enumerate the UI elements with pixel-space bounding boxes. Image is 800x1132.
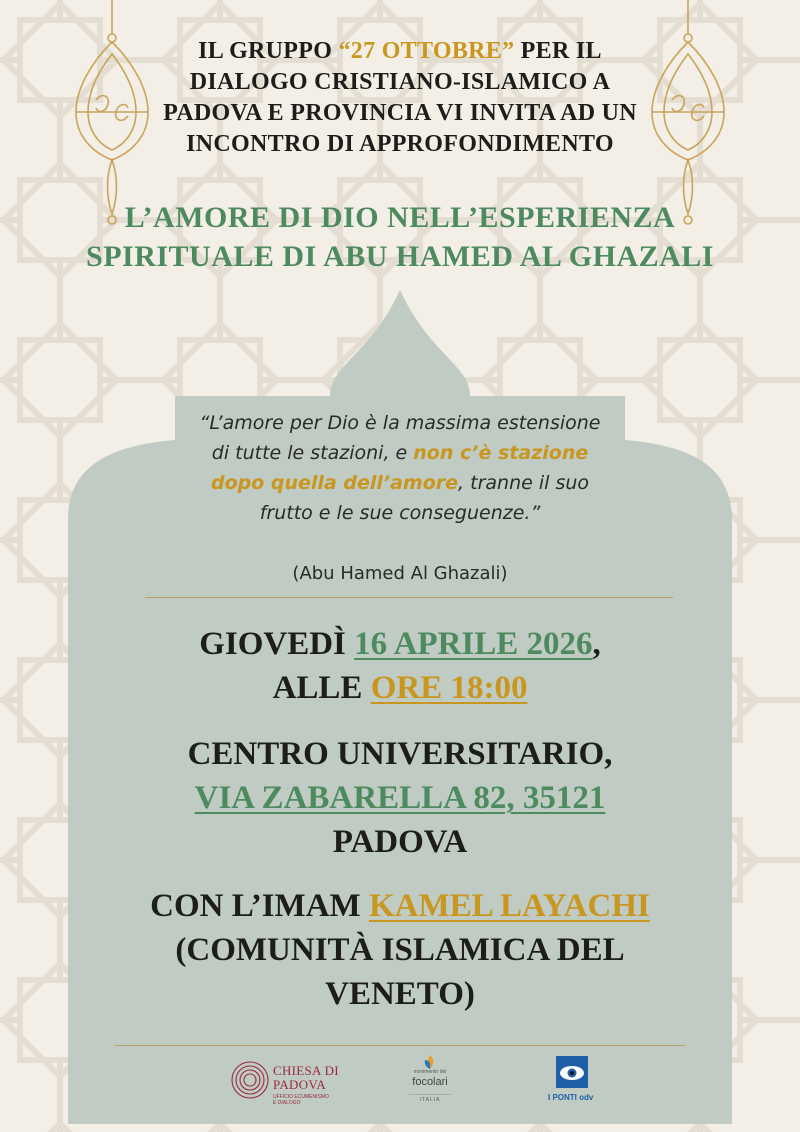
invitation-line-1-start: IL GRUPPO xyxy=(198,38,339,64)
quote-part-1: “L’amore per Dio è la massima estensione di tutte le stazioni, e xyxy=(199,412,601,464)
event-day: GIOVEDÌ xyxy=(199,626,355,662)
sponsor-logos xyxy=(0,1050,800,1120)
divider-bottom xyxy=(115,1045,685,1046)
quote-part-2: , tranne il suo frutto e le sue conseguenze.” xyxy=(259,472,590,524)
right-lantern-icon xyxy=(638,0,738,230)
focolari-logo xyxy=(395,1054,465,1110)
i-ponti-logo xyxy=(548,1056,608,1112)
focolari-name: focolari xyxy=(412,1076,448,1088)
group-name: “27 OTTOBRE” xyxy=(338,38,515,64)
focolari-flame-icon xyxy=(422,1054,438,1070)
invitation-line-1-end: PER IL xyxy=(514,38,602,64)
i-ponti-name: I PONTI odv xyxy=(548,1093,594,1102)
event-time-prefix: ALLE xyxy=(272,670,371,706)
event-date-suffix: , xyxy=(592,626,601,662)
event-time-line xyxy=(80,666,720,710)
divider-top xyxy=(145,597,673,598)
speaker-organization-line-1: (COMUNITÀ ISLAMICA DEL xyxy=(175,932,625,968)
speaker-name: KAMEL LAYACHI xyxy=(368,888,650,924)
venue-city: PADOVA xyxy=(332,824,468,860)
focolari-country: ITALIA xyxy=(419,1097,441,1103)
event-date-line xyxy=(80,622,720,666)
chiesa-name-line-2: PADOVA xyxy=(273,1077,327,1092)
invitation-text xyxy=(150,36,650,160)
speaker-organization-line-2: VENETO) xyxy=(325,976,475,1012)
chiesa-di-padova-logo xyxy=(230,1056,340,1106)
event-title-line-2: SPIRITUALE DI ABU HAMED AL GHAZALI xyxy=(86,240,714,273)
event-title xyxy=(60,198,740,276)
chiesa-name xyxy=(273,1064,339,1092)
event-speaker xyxy=(80,884,720,1016)
event-time: ORE 18:00 xyxy=(370,670,528,706)
invitation-line-2: DIALOGO CRISTIANO-ISLAMICO A xyxy=(189,69,611,95)
chiesa-subtitle: UFFICIO ECUMENISMO E DIALOGO xyxy=(273,1094,329,1106)
invitation-line-1 xyxy=(150,36,650,67)
venue-address-line xyxy=(80,776,720,820)
event-location xyxy=(80,732,720,864)
speaker-prefix: CON L’IMAM xyxy=(150,888,369,924)
quote-highlight: non c’è stazione dopo quella dell’amore xyxy=(210,442,589,494)
quote-text xyxy=(195,408,605,528)
chiesa-name-line-1: CHIESA DI xyxy=(273,1063,339,1078)
focolari-movement: movimento dei xyxy=(413,1069,447,1075)
invitation-line-4: INCONTRO DI APPROFONDIMENTO xyxy=(186,131,614,157)
left-lantern-icon xyxy=(62,0,162,230)
event-datetime xyxy=(80,622,720,710)
chiesa-ring-icon xyxy=(230,1060,270,1100)
venue-address: VIA ZABARELLA 82, 35121 xyxy=(194,780,606,816)
event-date: 16 APRILE 2026 xyxy=(354,626,593,662)
speaker-line xyxy=(80,884,720,928)
venue-name: CENTRO UNIVERSITARIO, xyxy=(187,736,613,772)
eye-icon xyxy=(556,1056,588,1088)
event-title-line-1: L’AMORE DI DIO NELL’ESPERIENZA xyxy=(124,201,676,234)
invitation-line-3: PADOVA E PROVINCIA VI INVITA AD UN xyxy=(163,100,637,126)
i-ponti-emblem xyxy=(556,1056,588,1088)
quote-author: (Abu Hamed Al Ghazali) xyxy=(292,563,508,584)
focolari-divider xyxy=(409,1094,451,1095)
